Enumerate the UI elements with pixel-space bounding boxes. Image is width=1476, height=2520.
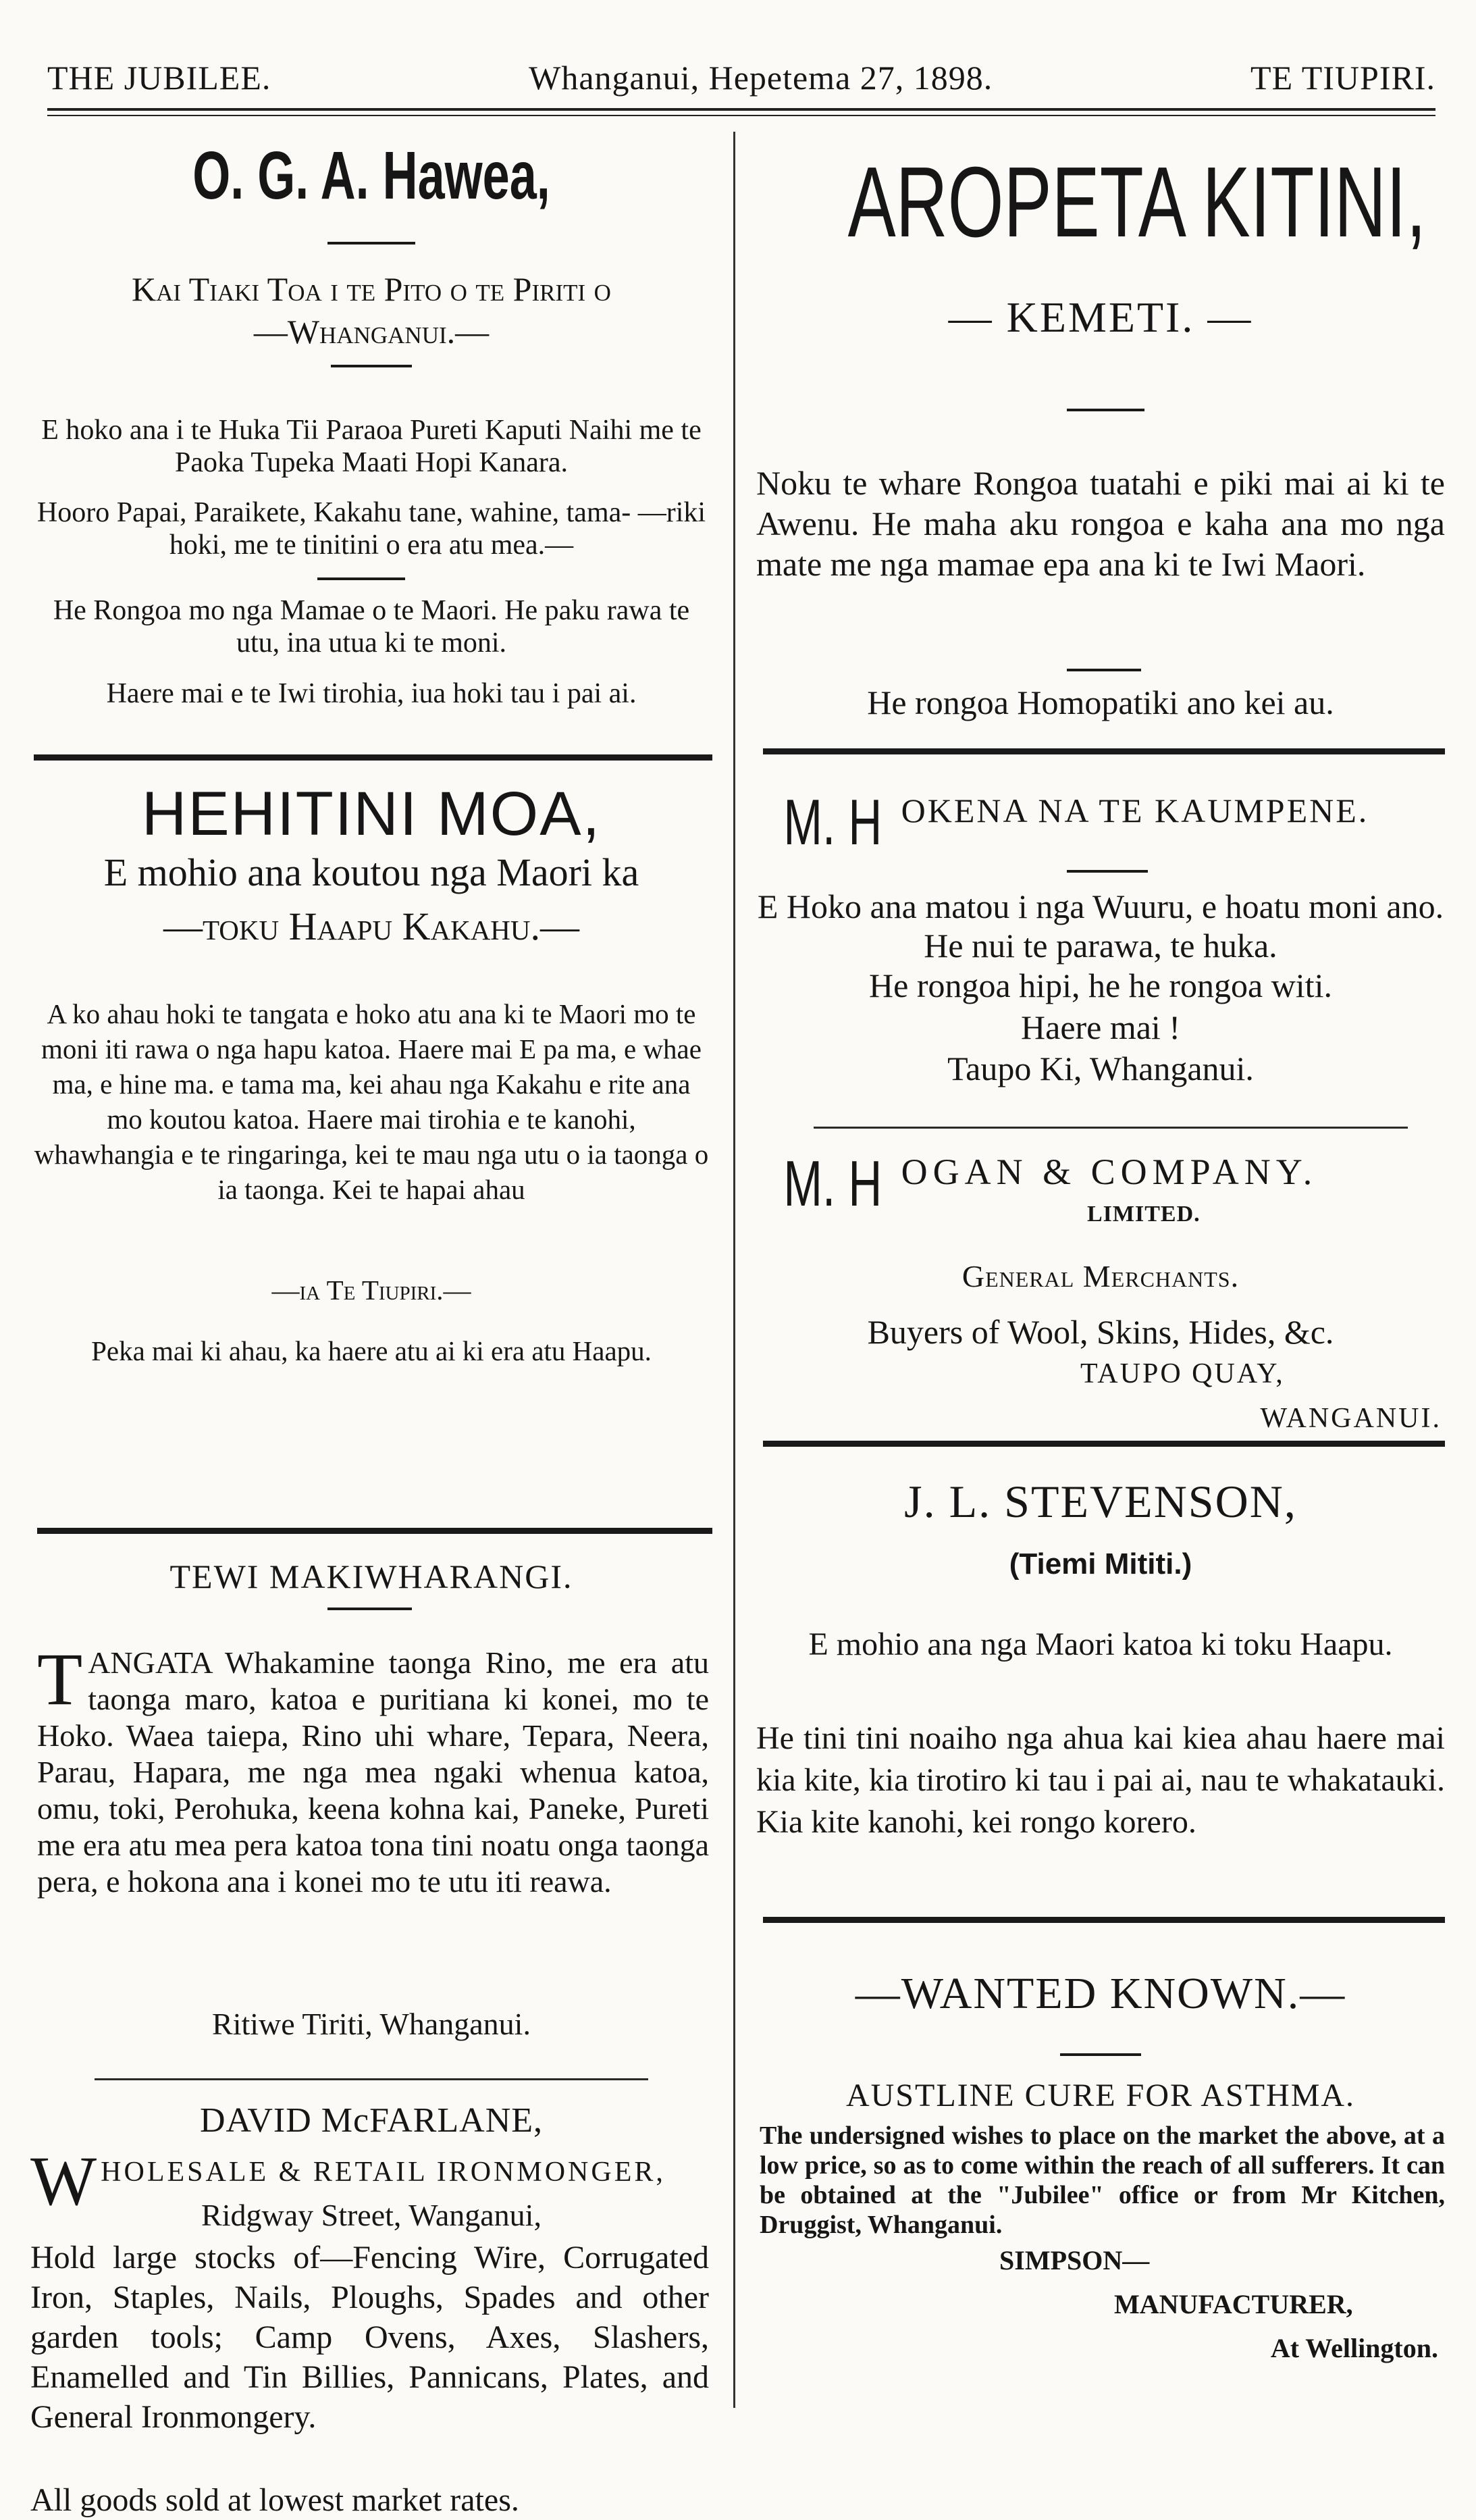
ad-austline-title: —WANTED KNOWN.— <box>855 1969 1346 2018</box>
ad-hogan-subtitle: General Merchants. <box>961 1259 1240 1293</box>
ad-stevenson-para-1: E mohio ana nga Maori katoa ki toku Haapu. <box>808 1626 1393 1662</box>
ad-hawea-para-1: E hoko ana i te Huka Tii Paraoa Pureti Kaputi Naihi me te Paoka Tupeka Maati Hopi Kanara. <box>41 415 702 478</box>
ad-hehitini-para-1: A ko ahau hoki te tangata e hoko atu ana ki te Maori mo te moni iti rawa o nga hapu katoa. Haere mai E pa ma, e whae ma, e hine ma. e tama ma, kei ahau nga Kakahu e rite ana mo koutou katoa. Haere mai tirohia e te kanohi, whawhangia e te ringaringa, kei te mau nga utu o ia taonga o ia taonga. Kei te hapai ahau <box>34 998 709 1205</box>
short-rule <box>331 365 412 367</box>
ad-hokena-title-rest: OKENA NA TE KAUMPENE. <box>901 792 1369 829</box>
ad-mcfarlane-para-1: Hold large stocks of—Fencing Wire, Corrugated Iron, Staples, Nails, Ploughs, Spades and other garden tools; Camp Ovens, Axes, Slashers, Enamelled and Tin Billies, Pannicans, Plates, and General Ironmongery. <box>30 2240 709 2435</box>
ad-hawea <box>27 138 716 213</box>
ad-hehitini-signature: —ia Te Tiupiri.— <box>271 1275 471 1306</box>
ad-hawea-subtitle-2: —Whanganui.— <box>253 313 490 351</box>
ad-hehitini-subtitle-1: E mohio ana koutou nga Maori ka <box>103 850 639 894</box>
ad-stevenson-para-2: He tini tini noaiho nga ahua kai kiea ahau haere mai kia kite, kia tirotiro ki tau i pai ai, nau te whakatauki. Kia kite kanohi, kei rongo korero. <box>756 1720 1445 1840</box>
ad-hokena-para-2: He rongoa hipi, he he rongoa witi. <box>869 967 1332 1004</box>
short-rule <box>327 242 415 245</box>
masthead-right: TE TIUPIRI. <box>1250 59 1435 97</box>
ad-stevenson-title: J. L. STEVENSON, <box>904 1476 1297 1527</box>
ad-hokena-para-3: Haere mai ! <box>1021 1008 1180 1046</box>
ad-hawea-title: O. G. A. Hawea, <box>192 138 550 213</box>
ad-hawea-para-4: Haere mai e te Iwi tirohia, iua hoki tau i pai ai. <box>106 678 637 709</box>
masthead-rule <box>47 108 1435 111</box>
ad-mcfarlane-address: Ridgway Street, Wanganui, <box>201 2198 542 2232</box>
ad-hogan-address-1: TAUPO QUAY, <box>1080 1358 1285 1389</box>
ad-austline-sig-1: SIMPSON— <box>999 2245 1150 2275</box>
section-rule <box>763 1917 1445 1923</box>
ad-hogan-para-1: Buyers of Wool, Skins, Hides, &c. <box>867 1313 1334 1351</box>
ad-austline-para-1: The undersigned wishes to place on the market the above, at a low price, so as to come within the reach of all sufferers. It can be obtained at the "Jubilee" office or from Mr Kitchen, Druggist, Whanganui. <box>760 2122 1445 2239</box>
ad-mcfarlane-dropcap: W <box>30 2142 97 2220</box>
short-rule <box>1067 870 1148 873</box>
ad-tewi-dropcap: T <box>37 1638 83 1720</box>
ad-kitini-para-2: He rongoa Homopatiki ano kei au. <box>867 684 1334 721</box>
ad-hogan-limited: LIMITED. <box>1087 1202 1201 1227</box>
ad-kitini-title: AROPETA KITINI, <box>847 147 1427 258</box>
short-rule <box>327 1608 412 1610</box>
ad-austline-sig-3: At Wellington. <box>1270 2333 1438 2363</box>
ad-hokena-title-initial: M. H <box>783 786 882 858</box>
section-rule <box>763 1441 1445 1447</box>
ad-hokena-para-4: Taupo Ki, Whanganui. <box>947 1050 1254 1087</box>
ad-hawea-para-2: Hooro Papai, Paraikete, Kakahu tane, wahine, tama- —riki hoki, me te tinitini o era atu mea.— <box>36 497 706 561</box>
ad-mcfarlane-subtitle: HOLESALE & RETAIL IRONMONGER, <box>101 2157 666 2188</box>
ad-mcfarlane-title: DAVID McFARLANE, <box>199 2101 544 2140</box>
ad-hogan-address-2: WANGANUI. <box>1260 1403 1442 1434</box>
ad-tewi-address: Ritiwe Tiriti, Whanganui. <box>212 2007 531 2041</box>
ad-austline-subtitle: AUSTLINE CURE FOR ASTHMA. <box>845 2078 1356 2113</box>
section-rule <box>814 1127 1408 1129</box>
masthead-rule-thin <box>47 115 1435 116</box>
ad-hehitini-para-2: Peka mai ki ahau, ka haere atu ai ki era atu Haapu. <box>91 1335 652 1366</box>
ad-hehitini-title: HEHITINI MOA, <box>141 779 602 848</box>
ad-hogan-title-initial: M. H <box>783 1148 882 1220</box>
ad-hogan-title-rest: OGAN & COMPANY. <box>901 1152 1318 1192</box>
ad-tewi-title: TEWI MAKIWHARANGI. <box>169 1558 573 1595</box>
ad-tewi-para-1: ANGATA Whakamine taonga Rino, me era atu taonga maro, katoa e puritiana ki konei, mo te Hoko. Waea taiepa, Rino uhi whare, Tepara, Neera, Parau, Hapara, me nga mea ngaki whenua katoa, omu, toki, Perohuka, keena kohna kai, Paneke, Pureti me era atu mea pera katoa tona tini noatu onga taonga pera, e hokona ana i konei mo te utu iti reawa. <box>37 1645 709 1899</box>
section-rule <box>37 1528 712 1534</box>
short-rule <box>1060 2053 1141 2056</box>
column-divider <box>733 132 735 2408</box>
ad-hehitini-subtitle-2: —toku Haapu Kakahu.— <box>163 904 580 948</box>
short-rule <box>1067 409 1144 411</box>
section-rule <box>763 748 1445 754</box>
short-rule <box>1067 669 1141 671</box>
ad-hawea-subtitle-1: Kai Tiaki Toa i te Pito o te Piriti o <box>132 270 611 308</box>
section-rule <box>95 2078 648 2080</box>
masthead-date: Whanganui, Hepetema 27, 1898. <box>529 59 993 97</box>
short-rule <box>317 577 405 580</box>
ad-kitini-subtitle: — KEMETI. — <box>948 293 1253 341</box>
ad-hokena-title <box>764 786 1452 858</box>
ad-stevenson-subtitle: (Tiemi Mititi.) <box>1009 1547 1192 1580</box>
section-rule <box>34 754 712 761</box>
masthead-left: THE JUBILEE. <box>47 59 271 97</box>
ad-tewi-body <box>37 1638 709 1900</box>
ad-mcfarlane-para-2: All goods sold at lowest market rates. <box>30 2482 519 2518</box>
masthead <box>47 47 1435 108</box>
ad-hawea-para-3: He Rongoa mo nga Mamae o te Maori. He paku rawa te utu, ina utua ki te moni. <box>53 595 690 659</box>
ad-hokena-para-1: E Hoko ana matou i nga Wuuru, e hoatu moni ano. He nui te parawa, te huka. <box>757 888 1444 965</box>
ad-kitini-para-1: Noku te whare Rongoa tuatahi e piki mai ai ki te Awenu. He maha aku rongoa e kaha ana mo nga mate me nga mamae epa ana ki te Iwi Maori. <box>756 464 1445 583</box>
ad-austline-sig-2: MANUFACTURER, <box>1114 2289 1353 2319</box>
